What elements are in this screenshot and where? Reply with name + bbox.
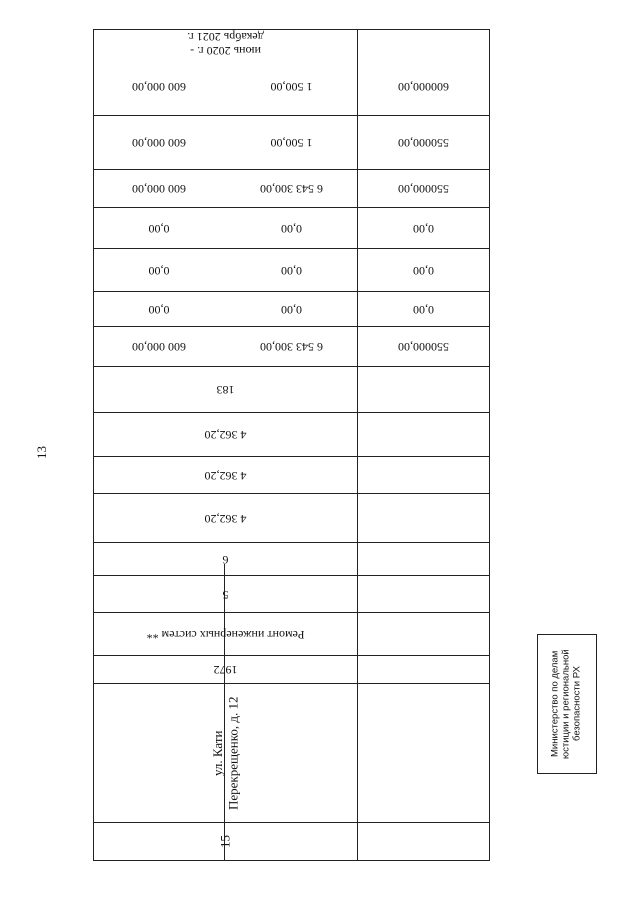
- official-stamp: Министерство по делам юстиции и региональной безопасности РХ: [537, 634, 597, 774]
- count-cell: 183: [216, 383, 235, 398]
- value-cell: 550000,00: [398, 136, 449, 151]
- value-cell: 6 543 300,00: [260, 340, 323, 355]
- value-cell: 0,00: [281, 263, 302, 278]
- value-cell: 600 000,00: [132, 136, 186, 151]
- value-cell: 600 000,00: [132, 80, 186, 95]
- value-cell: 6 543 300,00: [260, 182, 323, 197]
- value-cell: 550000,00: [398, 340, 449, 355]
- work-type-cell: Ремонт инженерных систем **: [146, 627, 305, 642]
- page-number: 13: [34, 446, 49, 459]
- area-cell: 4 362,20: [204, 468, 247, 483]
- value-cell: 0,00: [413, 302, 434, 317]
- value-cell: 0,00: [413, 221, 434, 236]
- value-cell: 0,00: [148, 263, 170, 278]
- value-cell: 0,00: [281, 221, 302, 236]
- value-cell: 1 500,00: [270, 136, 313, 151]
- address-cell: ул. Кати Перекрещенко, д. 12: [209, 696, 241, 811]
- value-cell: 0,00: [148, 302, 170, 317]
- row-number-cell: 15: [217, 835, 233, 848]
- area-cell: 4 362,20: [204, 428, 247, 443]
- period-cell: июнь 2020 г. - декабрь 2021 г.: [187, 30, 264, 59]
- value-cell: 1 500,00: [270, 80, 313, 95]
- column-5-cell: 5: [222, 587, 229, 602]
- data-table: [93, 29, 490, 861]
- value-cell: 600 000,00: [132, 340, 186, 355]
- value-cell: 600 000,00: [132, 182, 186, 197]
- value-cell: 0,00: [281, 302, 302, 317]
- value-cell: 550000,00: [398, 182, 449, 197]
- area-cell: 4 362,20: [204, 511, 247, 526]
- value-cell: 0,00: [413, 263, 434, 278]
- year-cell: 1972: [213, 663, 238, 678]
- value-cell: 600000,00: [398, 80, 449, 95]
- column-6-cell: 6: [222, 552, 229, 567]
- value-cell: 0,00: [148, 221, 170, 236]
